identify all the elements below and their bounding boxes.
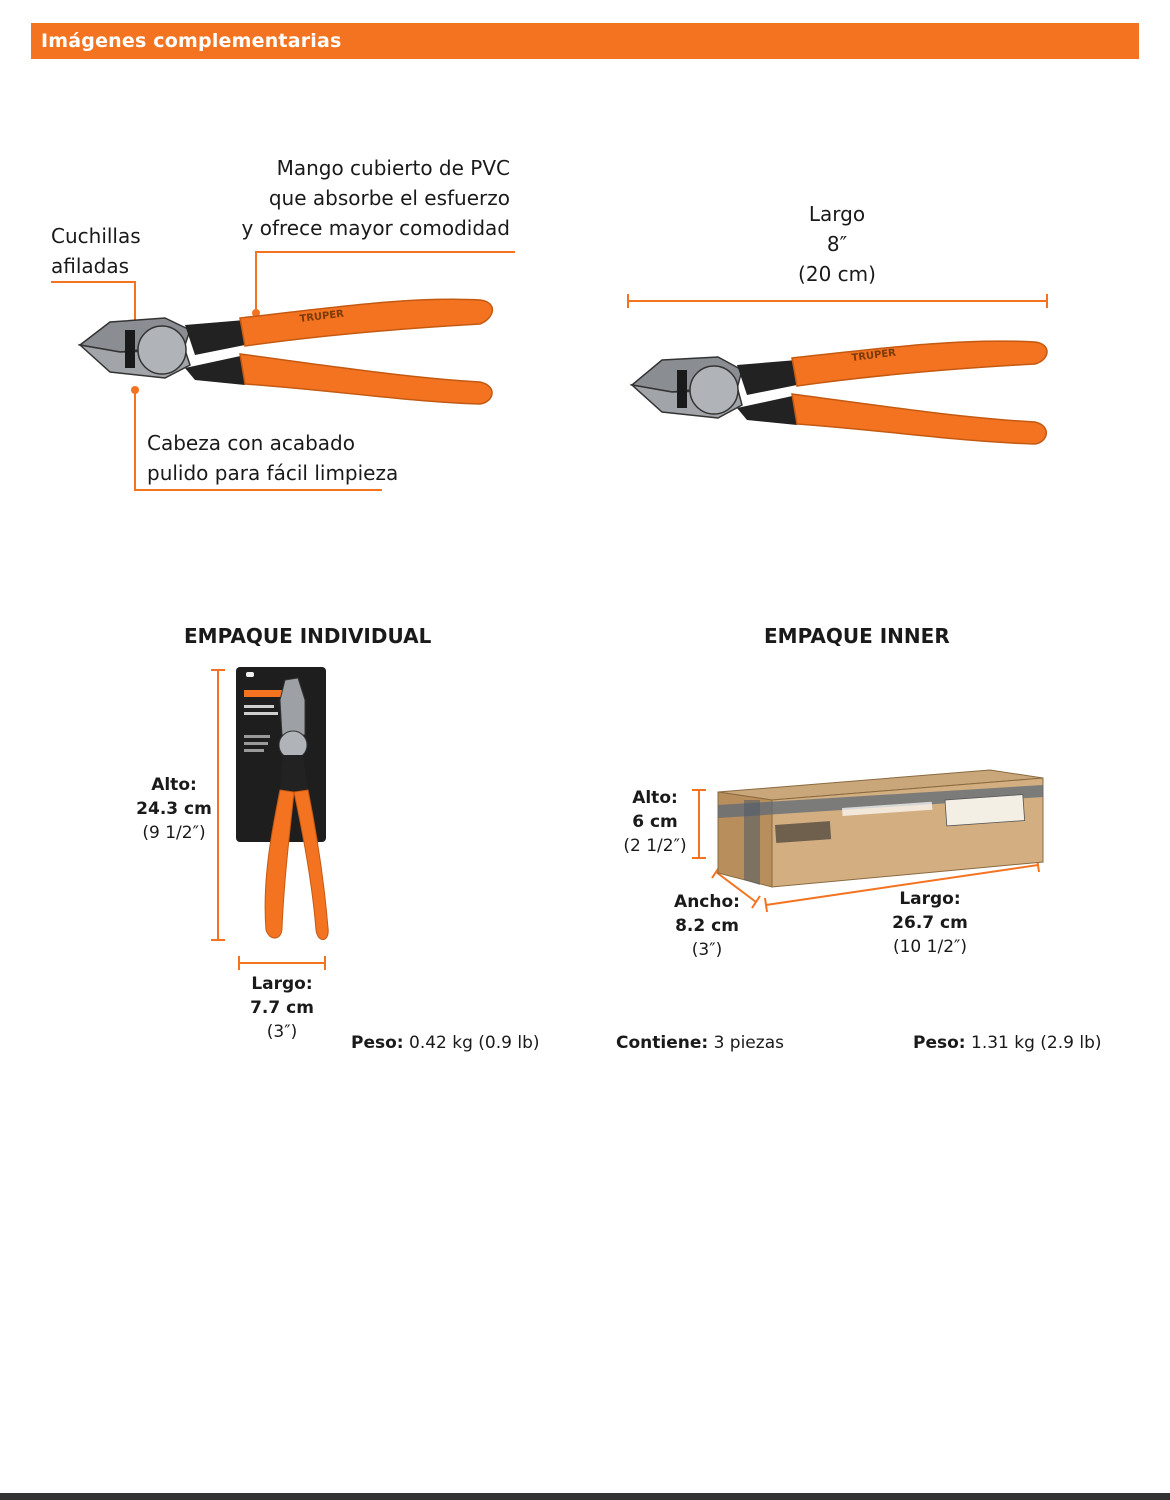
inner-length-label: Largo: 26.7 cm (10 1/2″) bbox=[892, 889, 968, 957]
head-callout: Cabeza con acabado pulido para fácil limpieza bbox=[147, 431, 399, 485]
blades-callout: Cuchillas afiladas bbox=[51, 224, 141, 278]
pliers-illustration-length bbox=[632, 341, 1047, 444]
inner-height-label: Alto: 6 cm (2 1/2″) bbox=[623, 788, 687, 856]
inner-contains: Contiene: 3 piezas bbox=[616, 1033, 784, 1053]
footer-bar bbox=[0, 1493, 1170, 1500]
pliers-illustration-features bbox=[80, 299, 492, 404]
handle-callout: Mango cubierto de PVC que absorbe el esfuerzo y ofrece mayor comodidad bbox=[241, 156, 510, 240]
length-callout: Largo 8″ (20 cm) bbox=[798, 202, 876, 286]
section-title: Imágenes complementarias bbox=[41, 30, 342, 52]
head-callout-dot bbox=[131, 386, 139, 394]
inner-box bbox=[718, 770, 1043, 887]
brand-label-2: TRUPER bbox=[851, 347, 897, 364]
individual-package-title: EMPAQUE INDIVIDUAL bbox=[184, 624, 432, 648]
inner-weight: Peso: 1.31 kg (2.9 lb) bbox=[913, 1033, 1102, 1053]
individual-width-label: Largo: 7.7 cm (3″) bbox=[250, 974, 314, 1042]
individual-package bbox=[236, 667, 328, 940]
brand-label-1: TRUPER bbox=[299, 308, 345, 325]
inner-width-label: Ancho: 8.2 cm (3″) bbox=[674, 892, 740, 960]
length-dimension bbox=[628, 294, 1047, 308]
individual-height-label: Alto: 24.3 cm (9 1/2″) bbox=[136, 775, 212, 843]
inner-package-title: EMPAQUE INNER bbox=[764, 624, 950, 648]
individual-weight: Peso: 0.42 kg (0.9 lb) bbox=[351, 1033, 540, 1053]
